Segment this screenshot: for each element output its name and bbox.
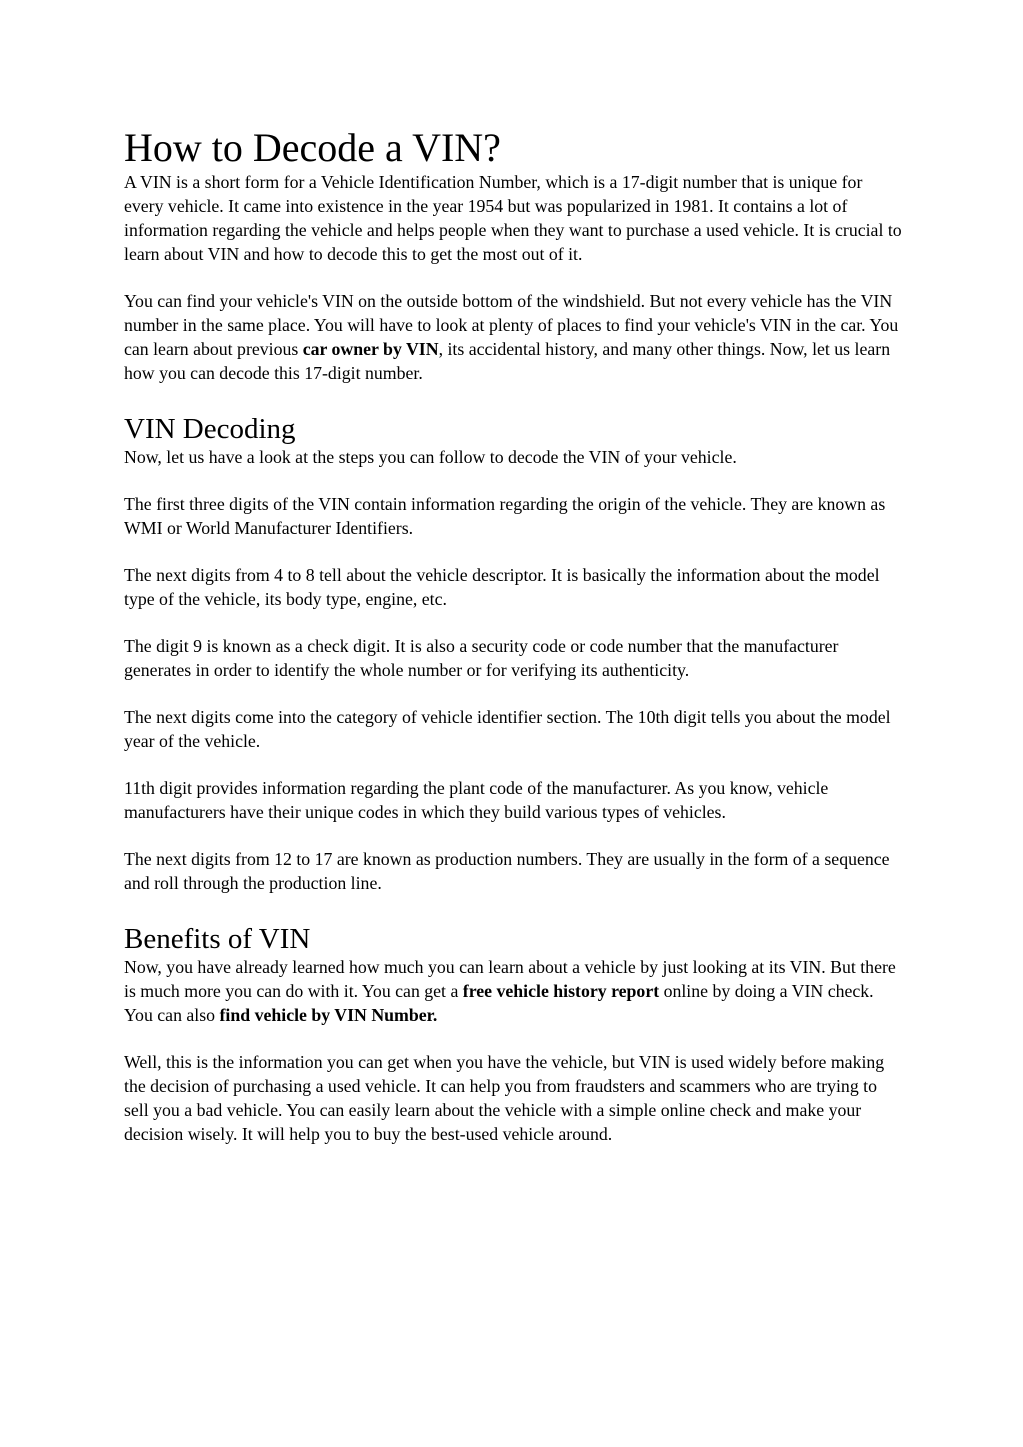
free-vehicle-history-report-link[interactable]: free vehicle history report	[462, 981, 660, 1001]
find-vehicle-by-vin-link[interactable]: find vehicle by VIN Number.	[219, 1005, 438, 1025]
section-heading-vin-decoding: VIN Decoding	[124, 413, 296, 445]
decoding-paragraph-7: The next digits from 12 to 17 are known as production numbers. They are usually in the form of a sequence and roll through the production line.	[124, 849, 890, 893]
decoding-paragraph-4: The digit 9 is known as a check digit. It is also a security code or code number that the manufacturer generates in order to identify the whole number or for verifying its authenticity.	[124, 636, 839, 680]
benefits-paragraph-1-text-b: online by doing a VIN check. You can also	[124, 981, 874, 1025]
decoding-paragraph-3: The next digits from 4 to 8 tell about the vehicle descriptor. It is basically the information about the model type of the vehicle, its body type, engine, etc.	[124, 565, 880, 609]
intro-paragraph-2-text-a: You can find your vehicle's VIN on the outside bottom of the windshield. But not every vehicle has the VIN number in the same place. You will have to look at plenty of places to find your vehicle's VIN in the car. You can learn about previous	[124, 291, 899, 359]
car-owner-by-vin-link[interactable]: car owner by VIN	[302, 339, 439, 359]
intro-paragraph-2	[124, 289, 904, 385]
page-title: How to Decode a VIN?	[124, 125, 501, 170]
decoding-paragraph-2: The first three digits of the VIN contain information regarding the origin of the vehicle. They are known as WMI or World Manufacturer Identifiers.	[124, 494, 886, 538]
benefits-paragraph-1-text-a: Now, you have already learned how much you can learn about a vehicle by just looking at its VIN. But there is much more you can do with it. You can get a	[124, 957, 896, 1001]
benefits-paragraph-2: Well, this is the information you can get when you have the vehicle, but VIN is used widely before making the decision of purchasing a used vehicle. It can help you from fraudsters and scammers who are trying to sell you a bad vehicle. You can easily learn about the vehicle with a simple online check and make your decision wisely. It will help you to buy the best-used vehicle around.	[124, 1052, 885, 1144]
section-heading-benefits: Benefits of VIN	[124, 923, 311, 955]
intro-paragraph-2-text-b: , its accidental history, and many other things. Now, let us learn how you can decode this 17-digit number.	[124, 339, 891, 383]
decoding-paragraph-6: 11th digit provides information regarding the plant code of the manufacturer. As you know, vehicle manufacturers have their unique codes in which they build various types of vehicles.	[124, 778, 829, 822]
document-page	[124, 126, 904, 1146]
decoding-paragraph-1: Now, let us have a look at the steps you can follow to decode the VIN of your vehicle.	[124, 447, 737, 467]
decoding-paragraph-5: The next digits come into the category of vehicle identifier section. The 10th digit tells you about the model year of the vehicle.	[124, 707, 891, 751]
intro-paragraph-1: A VIN is a short form for a Vehicle Identification Number, which is a 17-digit number that is unique for every vehicle. It came into existence in the year 1954 but was popularized in 1981. It contains a lot of information regarding the vehicle and helps people when they want to purchase a used vehicle. It is crucial to learn about VIN and how to decode this to get the most out of it.	[124, 172, 902, 264]
benefits-paragraph-1	[124, 955, 904, 1027]
